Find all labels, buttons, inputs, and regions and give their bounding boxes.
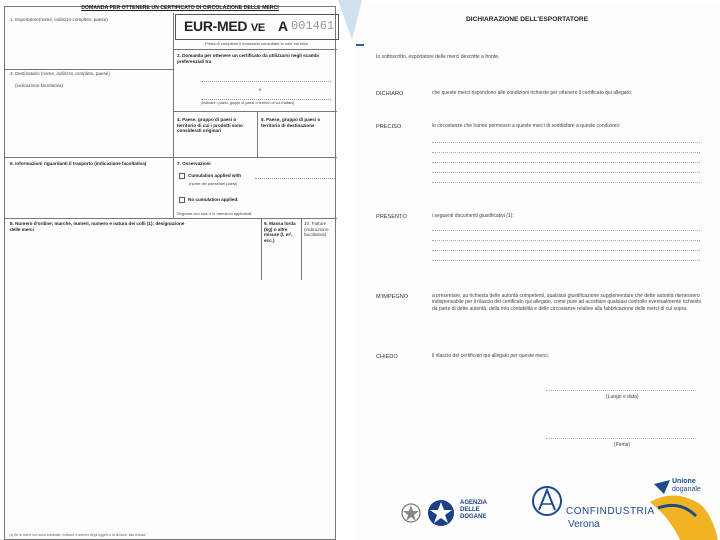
no-cumulation-row: No cumulation applied.	[179, 197, 329, 203]
eur-med-label: EUR-MED VE	[184, 18, 265, 34]
confindustria-emblem-icon	[530, 484, 564, 518]
instruction-line	[173, 49, 337, 50]
box6-bottom-line	[5, 218, 337, 219]
box4-5-divider	[257, 111, 258, 158]
exporter-declaration	[356, 4, 720, 540]
box4-bottom-line	[5, 157, 337, 158]
presento-line-2	[432, 240, 700, 241]
form-title: DOMANDA PER OTTENERE UN CERTIFICATO DI CIRCOLAZIONE DELLE MERCI	[81, 5, 279, 11]
presento-line-4	[432, 260, 700, 261]
agenzia-dogane-logo: AGENZIA DELLE DOGANE	[460, 500, 487, 520]
section-chiedo-label: CHIEDO	[376, 354, 398, 360]
cumulation-dotted-line	[255, 178, 335, 179]
section-dichiaro-label: DICHIARO	[376, 91, 404, 97]
box8-9-divider	[261, 218, 262, 280]
cumulation-note: (nome del paese/dei paesi)	[189, 181, 238, 186]
italian-emblem-icon	[400, 500, 422, 526]
box9-10-divider	[301, 218, 302, 280]
box7-note: Segnare con una X le menzioni applicabili.	[177, 211, 253, 216]
box2-note: (indicare i paesi, gruppi di paesi o territori di cui trattasi)	[201, 101, 295, 105]
box10-invoices: 10. Fatture (indicazione facoltativa)	[304, 221, 329, 238]
section-preciso-label: PRECISO	[376, 124, 402, 130]
eur-med-number: 001461	[291, 19, 335, 33]
form-footnote: (1) Se le merci non sono imballate, indicare il numero degli oggetti o la dicitura "alla rinfusa".	[9, 533, 148, 537]
section-presento-label: PRESENTO	[376, 214, 407, 220]
box2-bottom-line	[173, 111, 337, 112]
form-instruction: Prima di compilare il formulario consultare le note sul retro	[205, 41, 309, 46]
box3-note: (indicazione facoltativa)	[15, 83, 64, 88]
box1-exporter: 1. Esportatore(nome, indirizzo completo, paese)	[10, 17, 108, 22]
box7-remarks: 7. Osservazioni	[177, 161, 211, 166]
form-vertical-divider	[173, 13, 174, 218]
preciso-line-1	[432, 142, 700, 143]
preciso-line-5	[432, 182, 700, 183]
section-mimpegno-text: a presentare, su richiesta delle autorità competenti, qualsiasi giustificazione supplementare che dette autorità ritenessero indispensabile per il rilascio del certificato qui allegato, come pure ad accettare qualsiasi controllo eventualmente richiesto da parte di dette autorità, della mia contabilità e delle circostanze relative alla fabbricazione delle merci di cui sopra.	[432, 293, 702, 312]
declaration-intro: Io sottoscritto, esportatore delle merci descritte a fronte,	[376, 54, 500, 60]
declaration-title: DICHIARAZIONE DELL'ESPORTATORE	[466, 16, 589, 23]
box1-bottom-line	[5, 69, 173, 70]
box5-destination-country: 5. Paese, gruppo di paesi o territorio di destinazione	[261, 117, 321, 128]
box2-preferential-trade: 2. Domanda per ottenere un certificato da utilizzarsi negli scambi preferenziali tra	[177, 53, 319, 64]
section-dichiaro-text: che queste merci rispondono alle condizioni richieste per ottenere il certificato qui allegato;	[432, 90, 633, 96]
preciso-line-4	[432, 172, 700, 173]
signature-label: (Firma)	[614, 442, 631, 448]
place-date-line	[546, 390, 696, 391]
signature-line	[546, 438, 696, 439]
box2-dotted-line-1	[201, 81, 331, 82]
box8-goods-description: 8. Numero d'ordine; marche, numeri, numero e natura dei colli (1); designazione delle merci	[10, 221, 185, 232]
cumulation-applied-checkbox[interactable]	[179, 173, 185, 179]
confindustria-name: CONFINDUSTRIA	[566, 506, 655, 517]
box2-and: e	[259, 87, 262, 92]
presento-line-1	[432, 230, 700, 231]
agenzia-dogane-star-icon	[426, 498, 456, 528]
no-cumulation-checkbox[interactable]	[179, 197, 185, 203]
application-form	[4, 6, 336, 540]
unione-doganale-logo: Unione doganale	[672, 478, 701, 493]
preciso-line-2	[432, 152, 700, 153]
preciso-line-3	[432, 162, 700, 163]
eur-med-letter: A	[278, 18, 289, 34]
box2-dotted-line-2	[201, 99, 331, 100]
section-preciso-text: le circostanze che hanno permesso a queste merci di soddisfare a queste condizioni:	[432, 123, 621, 129]
box4-origin-country: 4. Paese, gruppo di paesi o territorio di cui i prodotti sono considerati originari	[177, 117, 243, 134]
box3-consignee: 3. Destinatario (nome, indirizzo completo, paese)	[10, 71, 110, 76]
logos-bar	[390, 478, 720, 540]
section-mimpegno-label: M'IMPEGNO	[376, 294, 409, 300]
box9-gross-mass: 9. Massa lorda (kg) o altre misure (l, m³, ecc.)	[264, 221, 296, 243]
presento-line-3	[432, 250, 700, 251]
cumulation-applied-row: Cumulation applied with	[179, 173, 339, 179]
confindustria-city: Verona	[568, 519, 600, 530]
place-date-label: (Luogo e data)	[606, 394, 639, 400]
section-presento-text: i seguenti documenti giustificativi (1):	[432, 213, 514, 219]
eur-med-block	[175, 14, 339, 40]
box6-transport: 6. Informazioni riguardanti il trasporto (indicazione facoltativa)	[10, 161, 147, 166]
slide-corner-decoration	[330, 0, 370, 50]
section-chiedo-text: il rilascio del certificato qui allegato per queste merci.	[432, 353, 549, 359]
